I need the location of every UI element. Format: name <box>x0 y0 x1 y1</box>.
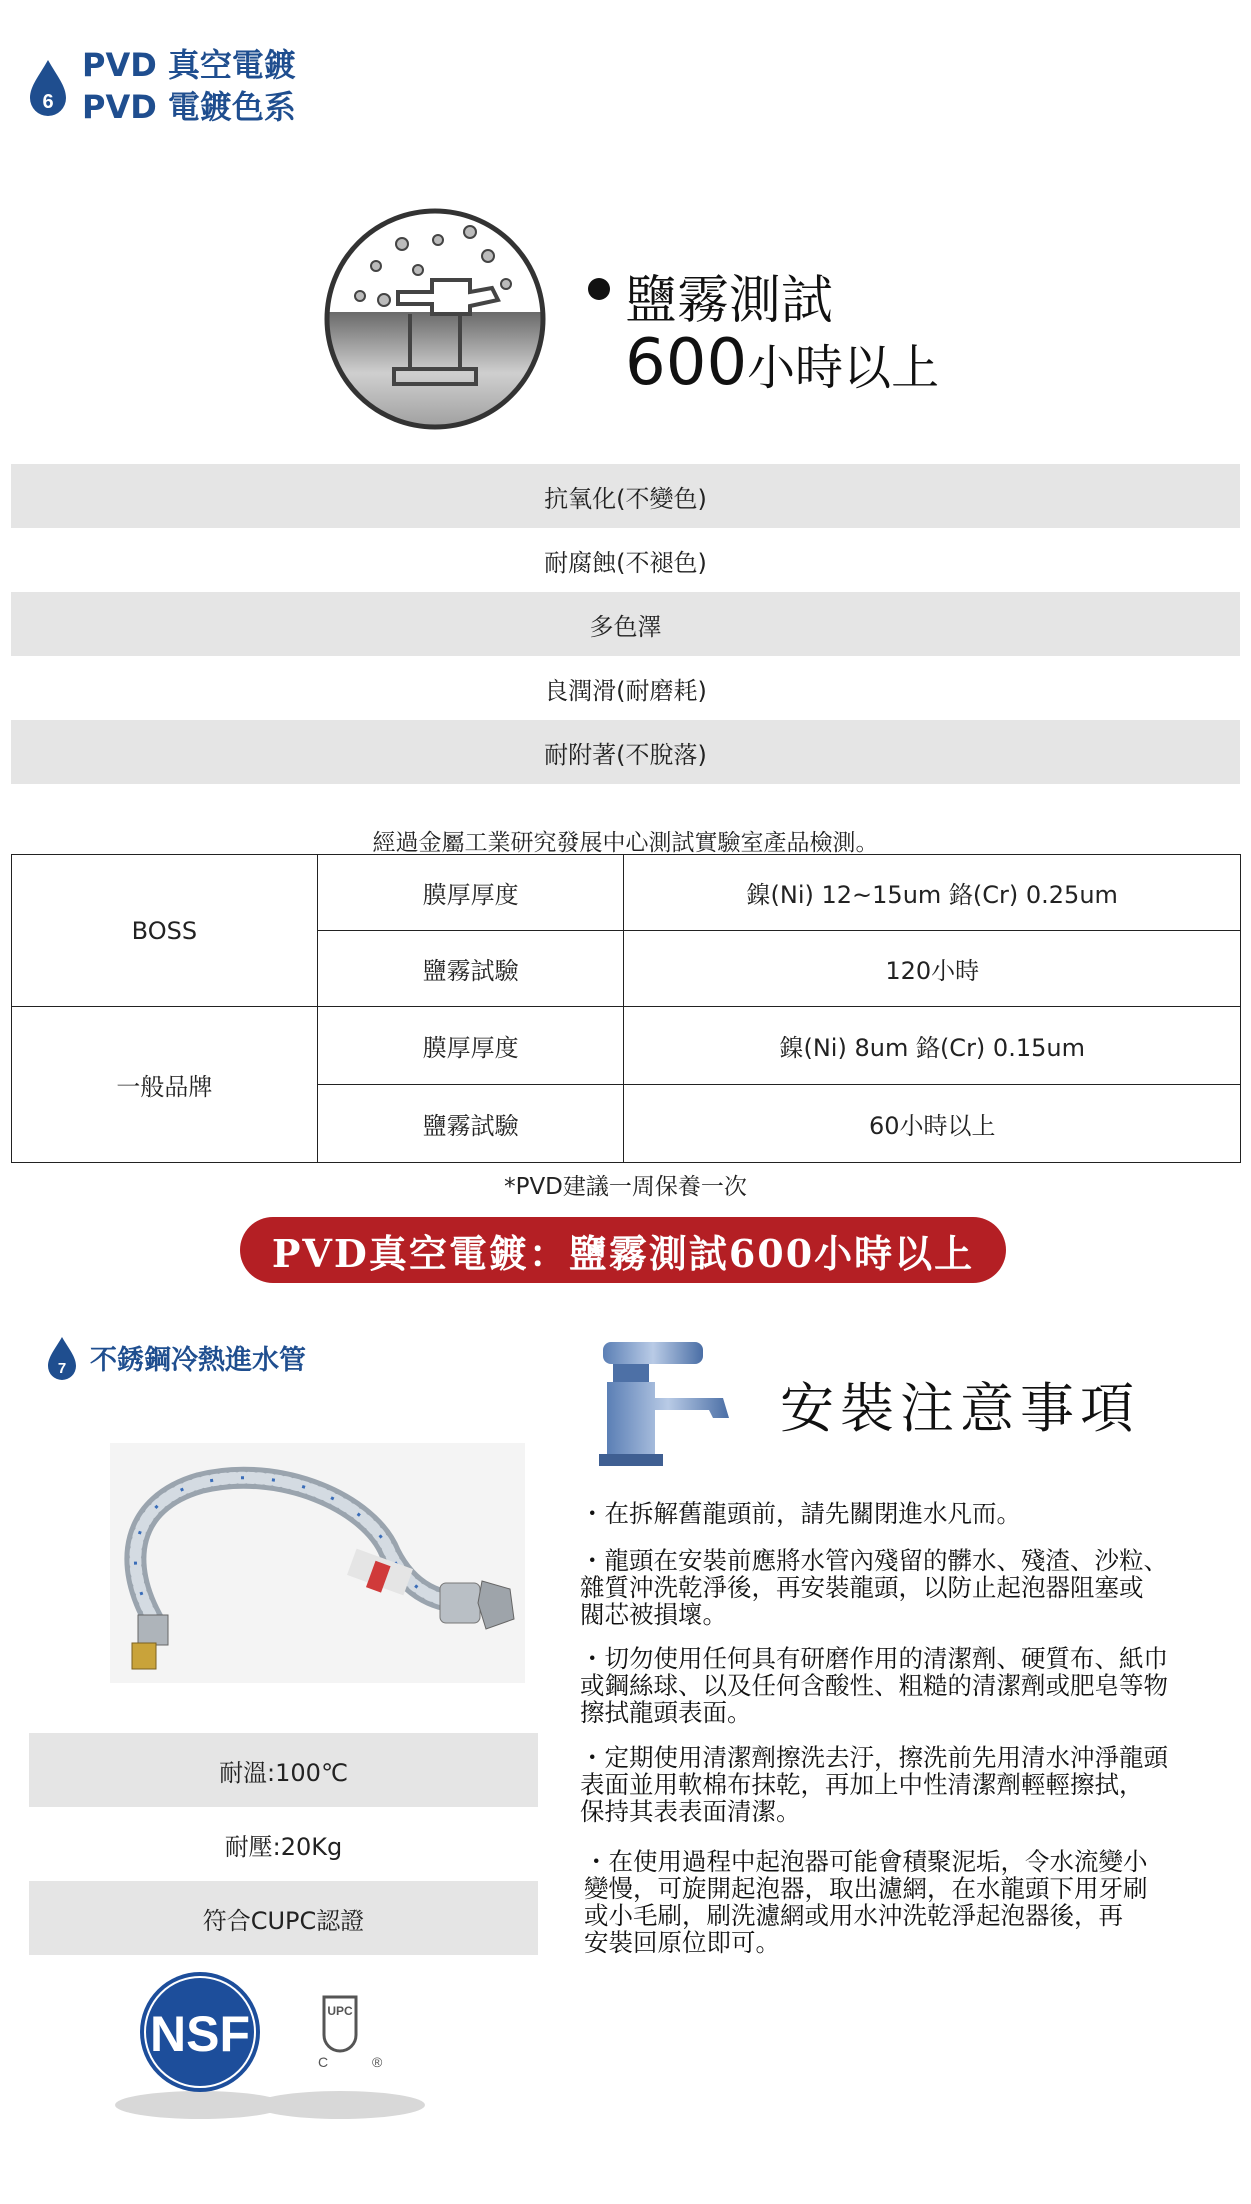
spec-row: 符合CUPC認證 <box>29 1881 538 1955</box>
section-6-badge-number: 6 <box>42 91 54 113</box>
feature-row: 耐附著(不脫落) <box>11 720 1240 784</box>
install-tip <box>580 1547 1168 1628</box>
item-cell: 鹽霧試驗 <box>317 1085 624 1163</box>
salt-fog-unit: 小時以上 <box>747 340 940 396</box>
coating-comparison-table <box>11 854 1241 1163</box>
salt-fog-value: 600 <box>625 326 748 400</box>
table-row <box>12 855 1241 931</box>
feature-row: 抗氧化(不變色) <box>11 464 1240 528</box>
install-tip <box>580 1500 1021 1527</box>
tip-line: ・龍頭在安裝前應將水管內殘留的髒水、殘渣、沙粒、 <box>580 1546 1168 1575</box>
section-6-title-line2: PVD 電鍍色系 <box>82 88 296 126</box>
tip-line: 變慢，可旋開起泡器，取出濾網，在水龍頭下用牙刷 <box>584 1874 1148 1903</box>
spec-row: 耐壓:20Kg <box>224 1832 343 1861</box>
tip-line: ・切勿使用任何具有研磨作用的清潔劑、硬質布、紙巾 <box>580 1644 1168 1673</box>
section-6-title-line1: PVD 真空電鍍 <box>82 46 296 84</box>
salt-fog-duration <box>625 326 939 400</box>
section-6-badge-icon <box>27 58 69 118</box>
value-cell: 120小時 <box>624 931 1241 1007</box>
tip-line: 擦拭龍頭表面。 <box>580 1698 752 1727</box>
install-tip <box>584 1848 1148 1956</box>
braided-hose-image <box>110 1443 525 1683</box>
pvd-banner: PVD真空電鍍：鹽霧測試600小時以上 <box>240 1217 1006 1283</box>
section-7-title: 不銹鋼冷熱進水管 <box>90 1345 306 1376</box>
tip-line: 表面並用軟棉布抹乾，再加上中性清潔劑輕輕擦拭， <box>580 1770 1144 1799</box>
section-7-badge-number: 7 <box>57 1360 67 1377</box>
tip-line: 閥芯被損壞。 <box>580 1600 727 1629</box>
salt-fog-bullet <box>588 278 610 300</box>
item-cell: 膜厚厚度 <box>317 1007 624 1085</box>
faucet-icon <box>585 1340 735 1470</box>
item-cell: 膜厚厚度 <box>317 855 624 931</box>
feature-row: 多色澤 <box>11 592 1240 656</box>
item-cell: 鹽霧試驗 <box>317 931 624 1007</box>
tip-line: 雜質沖洗乾淨後，再安裝龍頭，以防止起泡器阻塞或 <box>580 1573 1144 1602</box>
brand-cell: BOSS <box>12 855 318 1007</box>
tip-line: 安裝回原位即可。 <box>584 1928 780 1957</box>
install-tip <box>580 1645 1168 1726</box>
upc-c-mark: C <box>318 2054 329 2070</box>
certification-logos <box>100 1955 450 2130</box>
test-lab-note: 經過金屬工業研究發展中心測試實驗室產品檢測。 <box>372 830 879 856</box>
value-cell: 鎳(Ni) 12~15um 鉻(Cr) 0.25um <box>624 855 1241 931</box>
tip-line: 或鋼絲球、以及任何含酸性、粗糙的清潔劑或肥皂等物 <box>580 1671 1168 1700</box>
table-row <box>12 1007 1241 1085</box>
upc-logo-icon <box>285 1977 395 2087</box>
install-tip <box>580 1744 1168 1825</box>
spec-row: 耐溫:100℃ <box>29 1733 538 1807</box>
nsf-logo-text: NSF <box>150 2006 250 2062</box>
salt-fog-title: 鹽霧測試 <box>625 271 834 331</box>
section-6-title <box>82 44 296 128</box>
upc-logo-text: UPC <box>327 2004 353 2018</box>
upc-r-mark: ® <box>372 2054 383 2070</box>
maintenance-note: *PVD建議一周保養一次 <box>504 1174 747 1200</box>
value-cell: 60小時以上 <box>624 1085 1241 1163</box>
tip-line: ・定期使用清潔劑擦洗去汙，擦洗前先用清水沖淨龍頭 <box>580 1743 1168 1772</box>
salt-fog-faucet-illustration <box>320 204 550 434</box>
brand-cell: 一般品牌 <box>12 1007 318 1163</box>
section-7-badge-icon <box>46 1335 78 1381</box>
tip-line: 或小毛刷，刷洗濾網或用水沖洗乾淨起泡器後，再 <box>584 1901 1123 1930</box>
feature-row: 耐腐蝕(不褪色) <box>544 548 707 577</box>
tip-line: ・在拆解舊龍頭前，請先關閉進水凡而。 <box>580 1499 1021 1528</box>
tip-line: 保持其表表面清潔。 <box>580 1797 801 1826</box>
install-notes-title: 安裝注意事項 <box>780 1377 1140 1440</box>
tip-line: ・在使用過程中起泡器可能會積聚泥垢，令水流變小 <box>584 1847 1148 1876</box>
value-cell: 鎳(Ni) 8um 鉻(Cr) 0.15um <box>624 1007 1241 1085</box>
nsf-logo-icon <box>140 1972 260 2092</box>
feature-row: 良潤滑(耐磨耗) <box>544 676 707 705</box>
